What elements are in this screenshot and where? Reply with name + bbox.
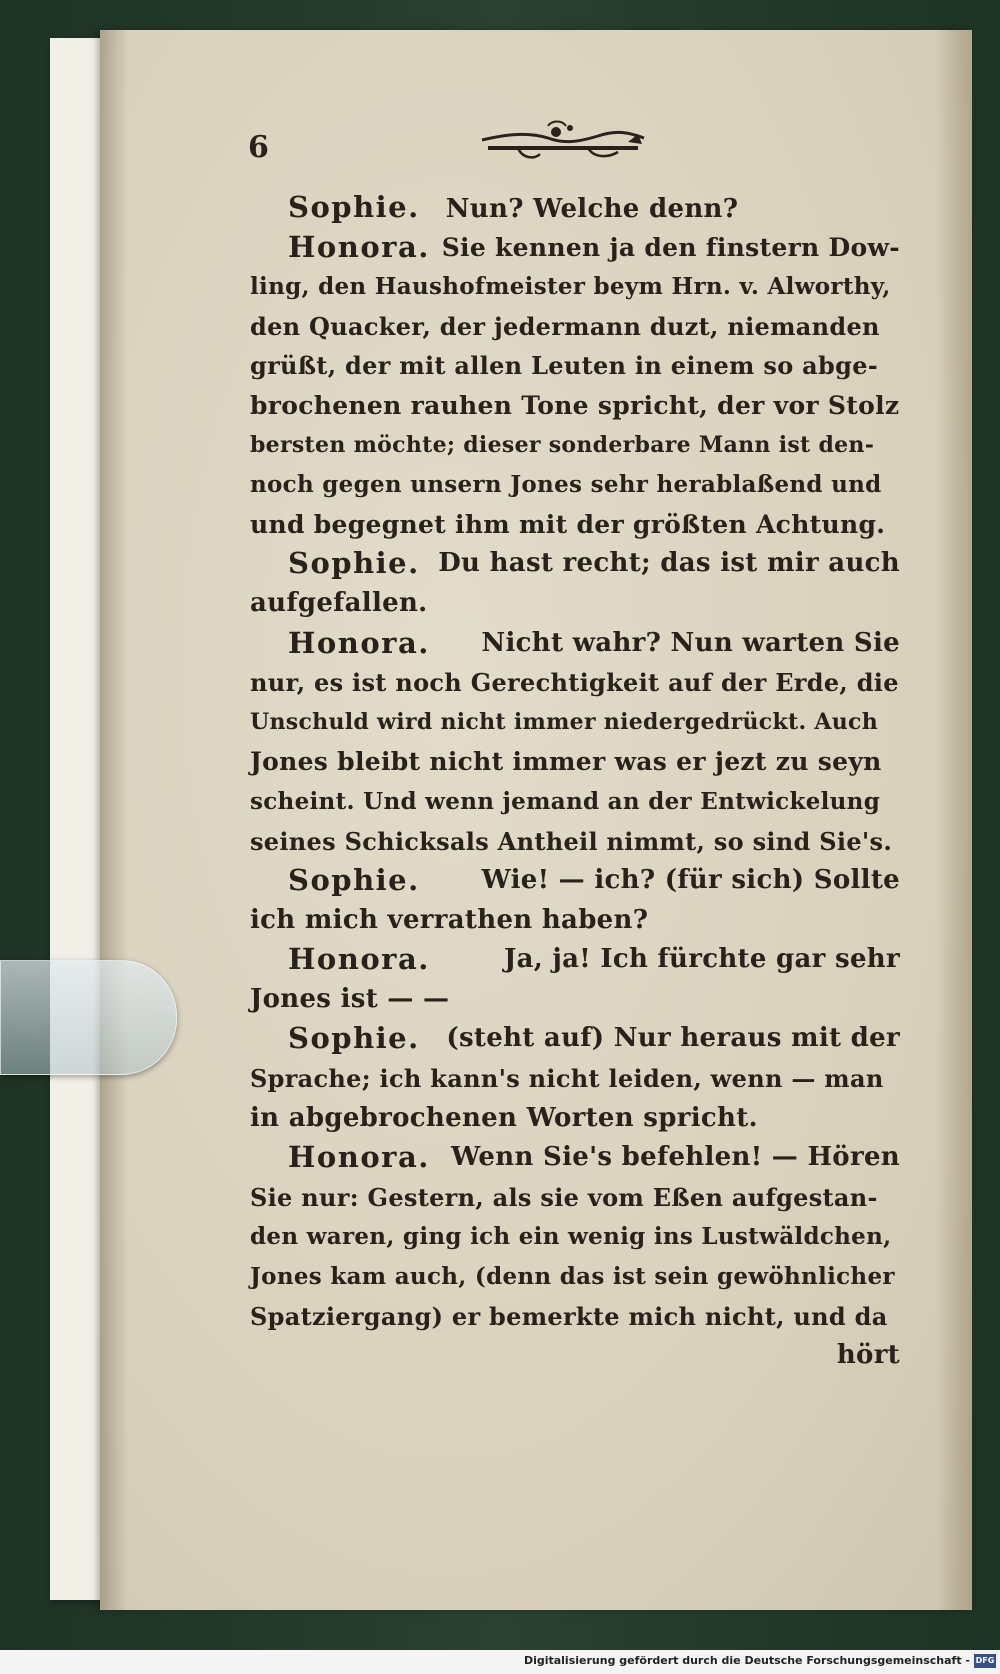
speaker-label: Sophie. — [288, 863, 420, 898]
text-line — [250, 544, 900, 584]
text-line — [250, 1099, 900, 1139]
line-text: seines Schicksals Antheil nimmt, so sind Sie's. — [250, 826, 893, 856]
text-line — [250, 742, 900, 782]
speaker-label: Sophie. — [288, 190, 420, 224]
catchword — [250, 1336, 900, 1376]
text-line — [250, 1297, 900, 1337]
text-line — [250, 782, 900, 822]
line-text: Wenn Sie's befehlen! — Hören — [451, 1142, 900, 1173]
text-line — [250, 1217, 900, 1257]
text-line — [250, 426, 900, 466]
line-text: in abgebrochenen Worten spricht. — [250, 1102, 758, 1133]
line-text: Jones kam auch, (denn das ist sein gewöhnlicher — [250, 1263, 895, 1291]
text-line — [250, 386, 900, 426]
line-text: Spatziergang) er bemerkte mich nicht, und da — [250, 1301, 888, 1331]
text-line — [250, 980, 900, 1020]
speaker-label: Honora. — [288, 625, 430, 660]
line-text: Wie! — ich? (für sich) Sollte — [481, 865, 900, 896]
line-text: hört — [836, 1340, 900, 1371]
text-line — [250, 307, 900, 347]
gutter-shadow — [100, 30, 128, 1610]
line-text: und begegnet ihm mit der größten Achtung. — [250, 509, 886, 539]
glass-page-weight — [0, 960, 177, 1075]
line-text: Unschuld wird nicht immer niedergedrückt. Auch — [250, 708, 879, 735]
footer-credit: Digitalisierung gefördert durch die Deutsche Forschungsgemeinschaft - — [523, 1654, 970, 1667]
floral-vignette-icon — [478, 118, 648, 166]
text-line — [250, 1059, 900, 1099]
line-text: ich mich verrathen haben? — [250, 904, 649, 935]
line-text: Nun? Welche denn? — [445, 194, 739, 224]
text-line — [250, 1019, 900, 1059]
speaker-label: Honora. — [288, 942, 430, 977]
line-text: ling, den Haushofmeister beym Hrn. v. Alworthy, — [250, 273, 891, 301]
text-line — [250, 940, 900, 980]
line-text: den waren, ging ich ein wenig ins Lustwäldchen, — [250, 1223, 892, 1251]
line-text: brochenen rauhen Tone spricht, der vor Stolz — [250, 390, 900, 420]
text-line — [250, 228, 900, 268]
line-text: nur, es ist noch Gerechtigkeit auf der Erde, die — [250, 668, 899, 698]
text-line — [250, 346, 900, 386]
text-line — [250, 861, 900, 901]
text-line — [250, 505, 900, 545]
text-line — [250, 1138, 900, 1178]
line-text: scheint. Und wenn jemand an der Entwickelung — [250, 787, 881, 815]
speaker-label: Sophie. — [288, 546, 420, 581]
line-text: bersten möchte; dieser sonderbare Mann ist den- — [250, 431, 875, 458]
text-line — [250, 822, 900, 862]
text-line — [250, 703, 900, 743]
line-text: Nicht wahr? Nun warten Sie — [481, 627, 900, 658]
speaker-label: Sophie. — [288, 1021, 420, 1056]
line-text: noch gegen unsern Jones sehr herablaßend und — [250, 471, 882, 499]
text-line — [250, 624, 900, 664]
line-text: (steht auf) Nur heraus mit der — [446, 1023, 900, 1054]
text-line — [250, 663, 900, 703]
line-text: den Quacker, der jedermann duzt, niemanden — [250, 311, 880, 341]
speaker-label: Honora. — [288, 229, 430, 264]
text-line — [250, 1257, 900, 1297]
text-line — [250, 267, 900, 307]
digitization-footer — [0, 1650, 1000, 1674]
dfg-logo: DFG — [974, 1654, 996, 1668]
line-text: Sprache; ich kann's nicht leiden, wenn — man — [250, 1064, 884, 1094]
line-text: grüßt, der mit allen Leuten in einem so abge- — [250, 351, 879, 381]
line-text: Jones bleibt nicht immer was er jezt zu seyn — [250, 747, 882, 777]
text-line — [250, 1178, 900, 1218]
page-edge — [936, 30, 972, 1610]
line-text: Jones ist — — — [250, 983, 450, 1014]
speaker-label: Honora. — [288, 1140, 430, 1175]
line-text: Ja, ja! Ich fürchte gar sehr — [503, 944, 900, 975]
page-number: 6 — [248, 130, 269, 165]
line-text: aufgefallen. — [250, 587, 428, 618]
text-line — [250, 901, 900, 941]
line-text: Du hast recht; das ist mir auch — [438, 548, 900, 579]
page-text — [250, 188, 900, 1376]
line-text: Sie kennen ja den finstern Dow- — [441, 232, 900, 262]
text-line — [250, 584, 900, 624]
line-text: Sie nur: Gestern, als sie vom Eßen aufgestan- — [250, 1182, 878, 1212]
text-line — [250, 465, 900, 505]
text-line — [250, 188, 900, 228]
